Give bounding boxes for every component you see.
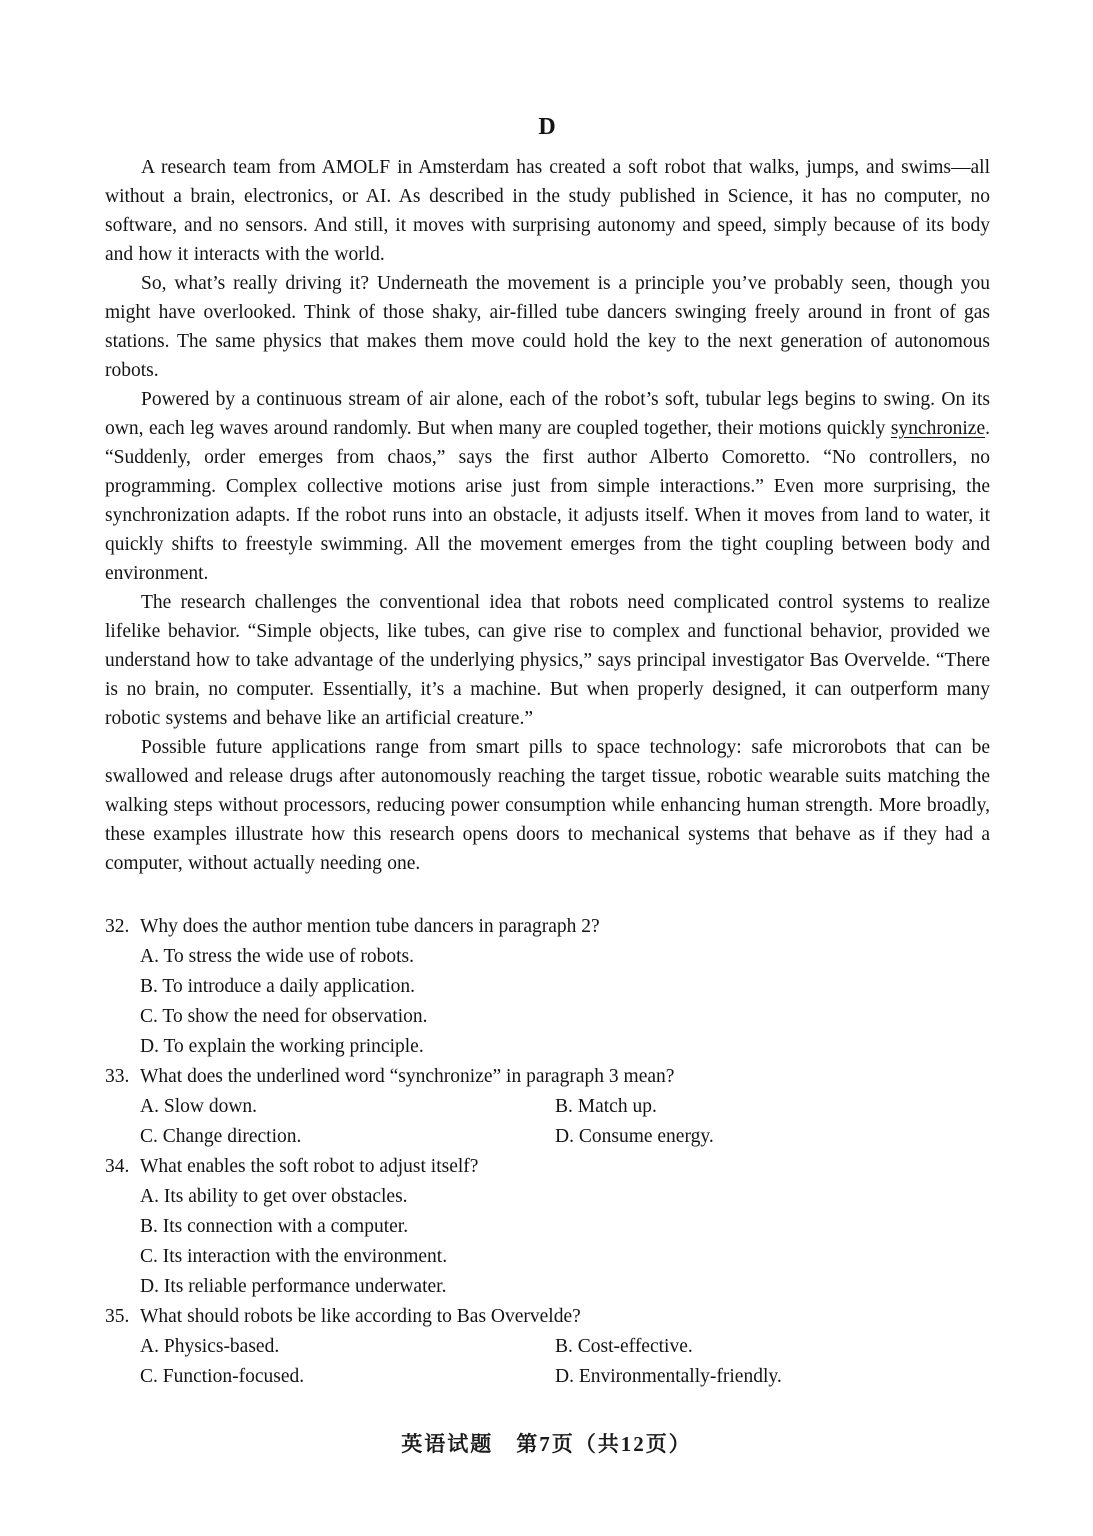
option-text: Physics-based. [163, 1336, 280, 1357]
question-32-options [105, 942, 990, 1062]
option-text: Match up. [577, 1096, 657, 1117]
option-label: B. [140, 1216, 158, 1237]
questions-section [105, 912, 990, 1392]
question-number: 32. [105, 916, 130, 937]
option-35-c [140, 1362, 555, 1392]
option-34-c [140, 1242, 990, 1272]
option-34-a [140, 1182, 990, 1212]
passage-paragraph-1: A research team from AMOLF in Amsterdam has created a soft robot that walks, jumps, and swims—all without a brain, electronics, or AI. As described in the study published in Science, it has no computer, no software, and no sensors. And still, it moves with surprising autonomy and speed, simply because of its body and how it interacts with the world. [105, 157, 990, 265]
question-number: 35. [105, 1306, 130, 1327]
option-label: A. [140, 946, 159, 967]
option-label: A. [140, 1186, 159, 1207]
option-text: Change direction. [162, 1126, 302, 1147]
option-32-c [140, 1002, 990, 1032]
question-33 [105, 1062, 990, 1152]
question-text: Why does the author mention tube dancers in paragraph 2? [140, 916, 600, 937]
question-text: What should robots be like according to Bas Overvelde? [140, 1306, 581, 1327]
question-text: What does the underlined word “synchronize” in paragraph 3 mean? [140, 1066, 675, 1087]
question-number: 34. [105, 1156, 130, 1177]
option-text: Its ability to get over obstacles. [163, 1186, 408, 1207]
option-text: Function-focused. [162, 1366, 305, 1387]
option-label: A. [140, 1096, 159, 1117]
option-34-d [140, 1272, 990, 1302]
option-label: B. [555, 1336, 573, 1357]
option-33-a [140, 1092, 555, 1122]
option-35-a [140, 1332, 555, 1362]
question-32-stem [105, 912, 990, 942]
option-label: C. [140, 1006, 158, 1027]
question-number: 33. [105, 1066, 130, 1087]
section-heading: D [538, 114, 557, 140]
question-35 [105, 1302, 990, 1392]
passage-paragraph-5: Possible future applications range from smart pills to space technology: safe microrobots that can be swallowed and release drugs after autonomously reaching the target tissue, robotic wearable suits matching the walking steps without processors, reducing power consumption while enhancing human strength. More broadly, these examples illustrate how this research opens doors to mechanical systems that behave as if they had a computer, without actually needing one. [105, 737, 990, 874]
option-33-b [555, 1092, 990, 1122]
option-label: C. [140, 1366, 158, 1387]
option-text: Its connection with a computer. [162, 1216, 409, 1237]
option-33-d [555, 1122, 990, 1152]
passage-paragraph-3 [105, 385, 990, 588]
option-text: Cost-effective. [577, 1336, 693, 1357]
option-text: To stress the wide use of robots. [163, 946, 414, 967]
option-label: B. [555, 1096, 573, 1117]
option-32-d [140, 1032, 990, 1062]
option-text: To show the need for observation. [162, 1006, 428, 1027]
option-label: D. [555, 1366, 574, 1387]
question-34-stem [105, 1152, 990, 1182]
option-35-b [555, 1332, 990, 1362]
option-label: A. [140, 1336, 159, 1357]
option-text: To explain the working principle. [163, 1036, 424, 1057]
question-34 [105, 1152, 990, 1302]
option-34-b [140, 1212, 990, 1242]
option-text: Slow down. [163, 1096, 258, 1117]
question-text: What enables the soft robot to adjust itself? [140, 1156, 479, 1177]
option-33-c [140, 1122, 555, 1152]
option-text: Consume energy. [578, 1126, 714, 1147]
option-32-b [140, 972, 990, 1002]
option-label: C. [140, 1246, 158, 1267]
question-33-stem [105, 1062, 990, 1092]
option-text: Its interaction with the environment. [162, 1246, 448, 1267]
passage-paragraph-2: So, what’s really driving it? Underneath the movement is a principle you’ve probably seen, though you might have overlooked. Think of those shaky, air-filled tube dancers swinging freely around in front of gas stations. The same physics that makes them move could hold the key to the next generation of autonomous robots. [105, 273, 990, 381]
page-footer: 英语试题 第7页（共12页） [401, 1432, 692, 1456]
option-label: D. [140, 1036, 159, 1057]
question-34-options [105, 1182, 990, 1302]
question-35-options [105, 1332, 990, 1392]
reading-passage [105, 153, 990, 878]
option-text: Its reliable performance underwater. [163, 1276, 447, 1297]
option-label: D. [140, 1276, 159, 1297]
option-label: B. [140, 976, 158, 997]
option-32-a [140, 942, 990, 972]
option-label: C. [140, 1126, 158, 1147]
question-32 [105, 912, 990, 1062]
passage-paragraph-4: The research challenges the conventional idea that robots need complicated control systems to realize lifelike behavior. “Simple objects, like tubes, can give rise to complex and functional behavior, provided we understand how to take advantage of the underlying physics,” says principal investigator Bas Overvelde. “There is no brain, no computer. Essentially, it’s a machine. But when properly designed, it can outperform many robotic systems and behave like an artificial creature.” [105, 592, 990, 729]
option-35-d [555, 1362, 990, 1392]
option-text: Environmentally-friendly. [578, 1366, 782, 1387]
paragraph-3-after: . “Suddenly, order emerges from chaos,” says the first author Alberto Comoretto. “No controllers, no programming. Complex collective motions arise just from simple interactions.” Even more surprising, the synchronization adapts. If the robot runs into an obstacle, it adjusts itself. When it moves from land to water, it quickly shifts to freestyle swimming. All the movement emerges from the tight coupling between body and environment. [105, 418, 990, 584]
question-33-options [105, 1092, 990, 1152]
option-text: To introduce a daily application. [162, 976, 416, 997]
paragraph-3-before: Powered by a continuous stream of air alone, each of the robot’s soft, tubular legs begins to swing. On its own, each leg waves around randomly. But when many are coupled together, their motions quickly [105, 389, 990, 439]
underlined-word-synchronize: synchronize [890, 418, 986, 439]
question-35-stem [105, 1302, 990, 1332]
option-label: D. [555, 1126, 574, 1147]
